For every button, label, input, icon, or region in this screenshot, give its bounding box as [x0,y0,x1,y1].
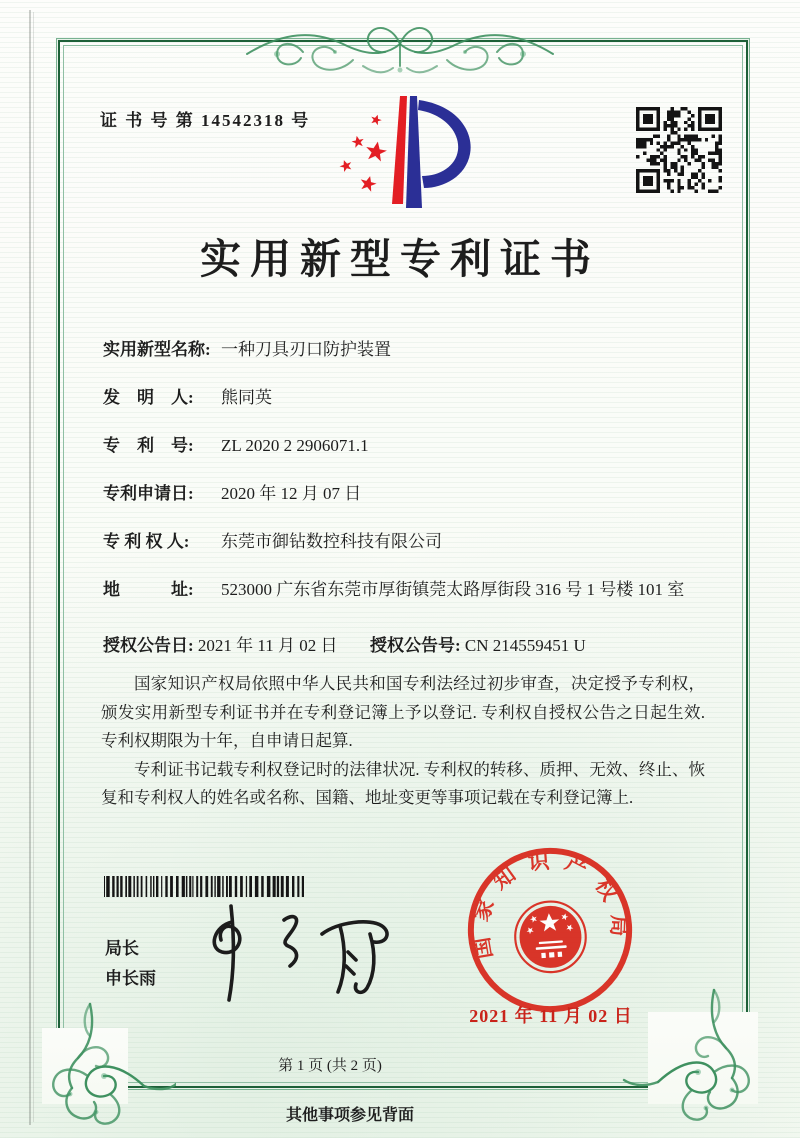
signer-name: 申长雨 [105,969,156,988]
grant-number-label: 授权公告号: [370,636,461,655]
certificate-title: 实用新型专利证书 [200,236,600,282]
field-value: 523000 广东省东莞市厚街镇莞太路厚街段 316 号 1 号楼 101 室 [221,580,685,599]
grant-row [103,631,743,656]
field-value: 东莞市御钻数控科技有限公司 [221,532,442,551]
official-seal [458,838,642,1022]
top-flourish-ornament [243,14,557,86]
certificate-number: 证 书 号 第 14542318 号 [100,111,311,130]
grant-number [370,631,586,656]
field-list [103,338,723,626]
legal-text [101,670,705,813]
field-value: ZL 2020 2 2906071.1 [221,436,369,455]
national-emblem [513,899,588,974]
field-row-address [103,578,723,601]
commissioner-signature [198,900,403,1010]
grant-date-label: 授权公告日: [103,636,194,655]
page-number: 第 1 页 (共 2 页) [278,1058,382,1074]
field-value: 熊同英 [221,388,272,407]
field-row-patentee [103,530,723,553]
cnipa-logo [332,90,482,212]
field-row-utility-model-name [103,338,723,361]
grant-date [103,631,370,656]
field-label: 专 利 权 人: [103,532,190,551]
field-row-patent-number [103,434,723,457]
field-value: 一种刀具刃口防护装置 [221,340,391,359]
field-label: 专利申请日: [103,484,194,503]
grant-date-value: 2021 年 11 月 02 日 [197,636,338,655]
signer-title: 局长 [105,939,139,958]
field-row-inventor [103,386,723,409]
legal-paragraph-1: 国家知识产权局依照中华人民共和国专利法经过初步审查，决定授予专利权，颁发实用新型专利证书并在专利登记簿上予以登记. 专利权自授权公告之日起生效. 专利权期限为十年，自申请日起算. [101,674,705,750]
grant-number-value: CN 214559451 U [464,636,586,655]
signer-block [105,934,156,994]
legal-paragraph-2: 专利证书记载专利权登记时的法律状况. 专利权的转移、质押、无效、终止、恢复和专利权人的姓名或名称、国籍、地址变更等事项记载在专利登记簿上. [101,759,705,807]
field-row-filing-date [103,482,723,505]
field-label: 地 址: [103,580,194,599]
field-label: 实用新型名称: [103,340,211,359]
seal-date: 2021 年 11 月 02 日 [469,1006,633,1026]
field-label: 发 明 人: [103,388,194,407]
back-side-note: 其他事项参见背面 [285,1107,414,1124]
field-label: 专 利 号: [103,436,194,455]
field-value: 2020 年 12 月 07 日 [221,484,362,503]
photo-edge-line [29,10,31,1125]
qr-code [636,107,722,193]
seal-org-text: 国家知识产权局 [467,848,632,961]
photo-edge-line [33,12,34,1122]
barcode [104,876,304,897]
